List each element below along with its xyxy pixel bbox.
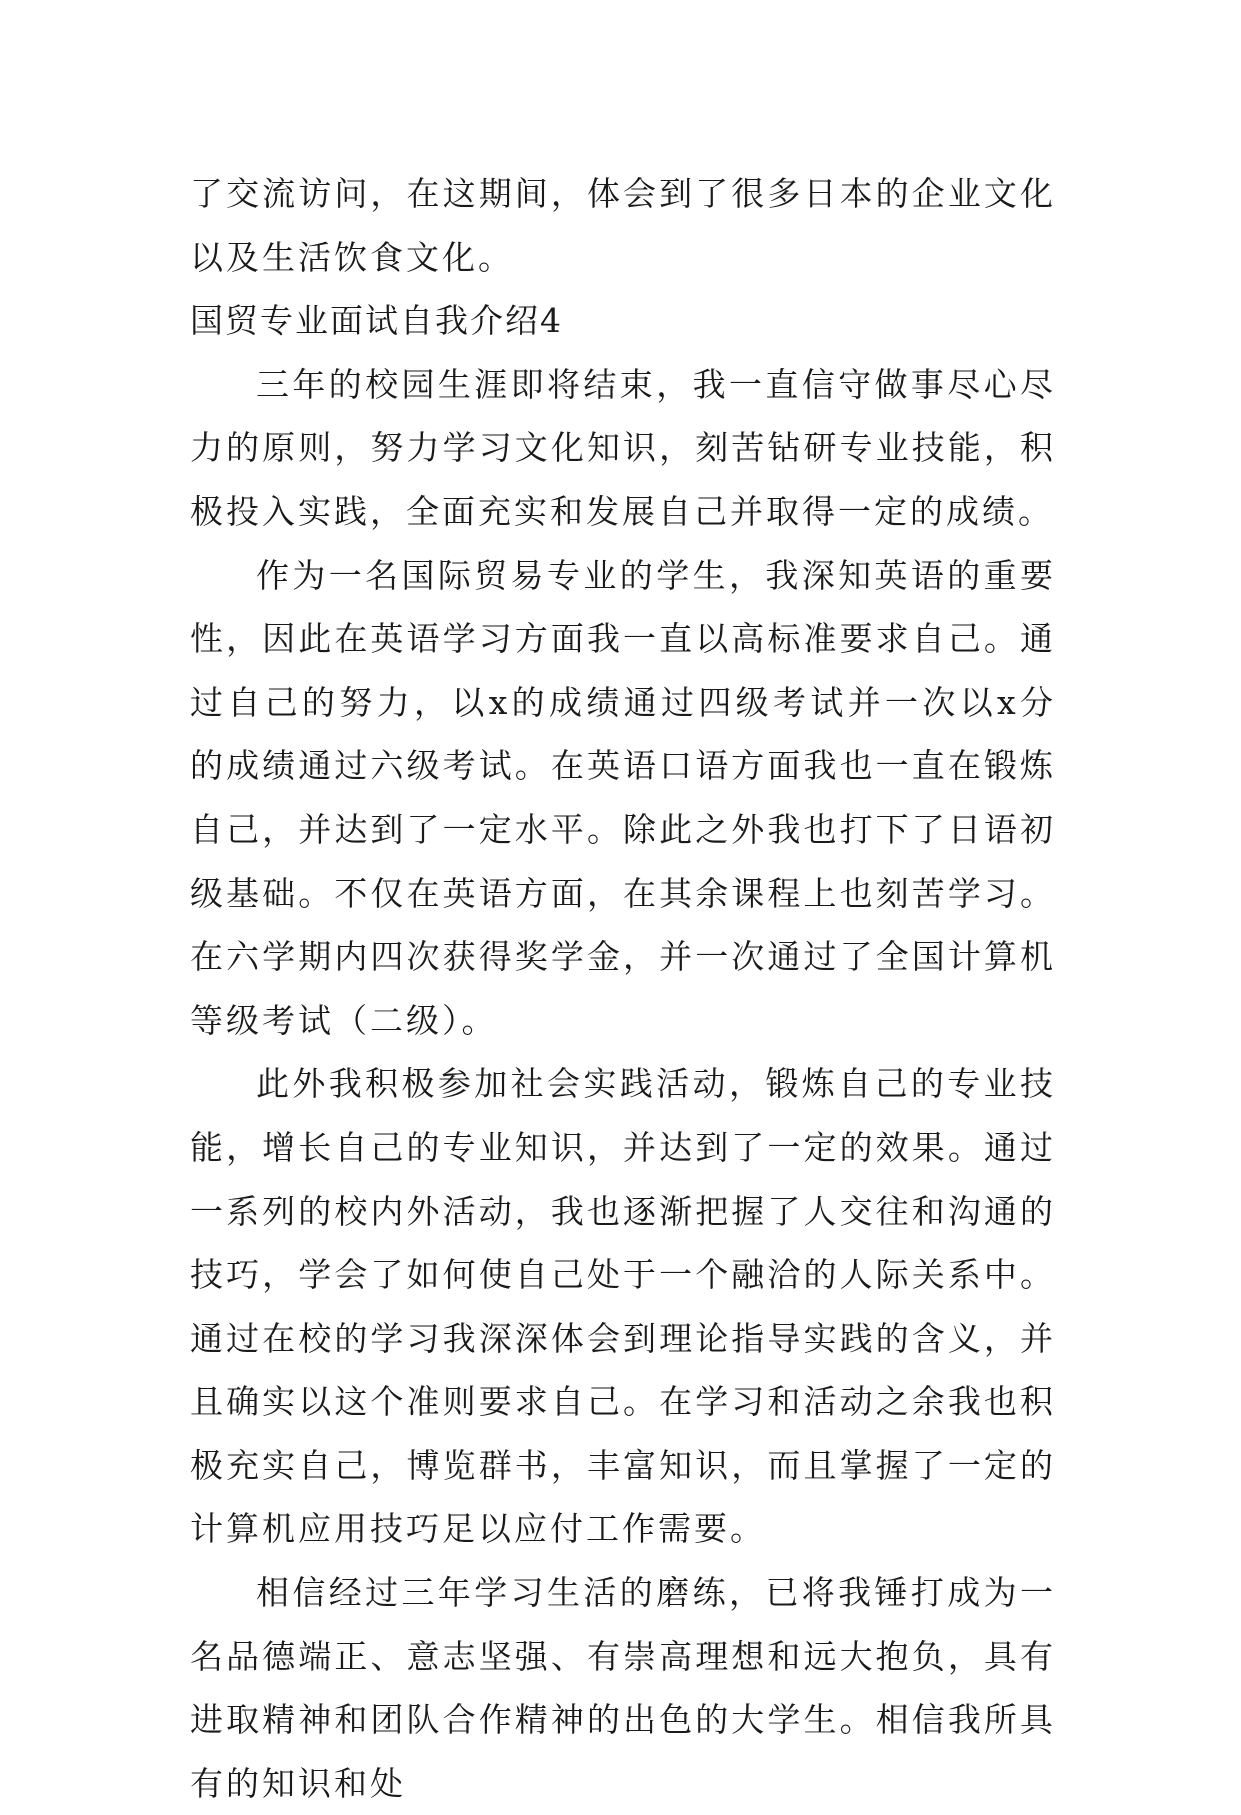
section-heading: 国贸专业面试自我介绍4	[190, 301, 563, 341]
document-body	[190, 162, 1056, 1815]
body-paragraph: 相信经过三年学习生活的磨练，已将我锤打成为一名品德端正、意志坚强、有崇高理想和远大抱负，具有进取精神和团队合作精神的出色的大学生。相信我所具有的知识和处	[190, 1573, 1056, 1803]
body-paragraph: 作为一名国际贸易专业的学生，我深知英语的重要性，因此在英语学习方面我一直以高标准要求自己。通过自己的努力，以x的成绩通过四级考试并一次以x分的成绩通过六级考试。在英语口语方面我也一直在锻炼自己，并达到了一定水平。除此之外我也打下了日语初级基础。不仅在英语方面，在其余课程上也刻苦学习。在六学期内四次获得奖学金，并一次通过了全国计算机等级考试（二级）。	[190, 555, 1056, 1040]
body-paragraph: 此外我积极参加社会实践活动，锻炼自己的专业技能，增长自己的专业知识，并达到了一定的效果。通过一系列的校内外活动，我也逐渐把握了人交往和沟通的技巧，学会了如何使自己处于一个融洽的人际关系中。通过在校的学习我深深体会到理论指导实践的含义，并且确实以这个准则要求自己。在学习和活动之余我也积极充实自己，博览群书，丰富知识，而且掌握了一定的计算机应用技巧足以应付工作需要。	[190, 1064, 1056, 1549]
body-paragraph: 三年的校园生涯即将结束，我一直信守做事尽心尽力的原则，努力学习文化知识，刻苦钻研专业技能，积极投入实践，全面充实和发展自己并取得一定的成绩。	[190, 364, 1056, 531]
continuation-paragraph: 了交流访问，在这期间，体会到了很多日本的企业文化以及生活饮食文化。	[190, 174, 1056, 277]
